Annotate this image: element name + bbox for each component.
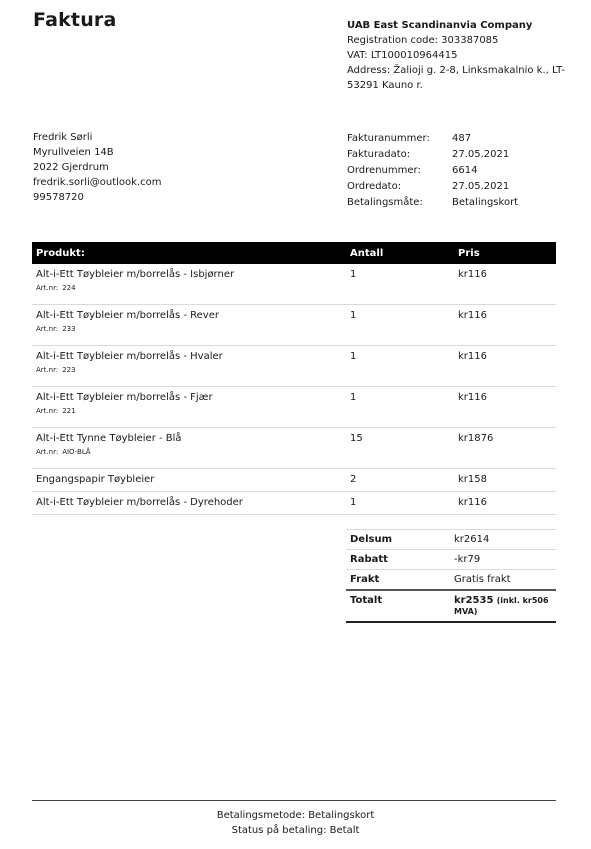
total-value: kr2535: [454, 595, 494, 606]
table-row: [32, 264, 556, 305]
footer-payment-status: Status på betaling: Betalt: [231, 825, 360, 836]
customer-info: [33, 130, 162, 205]
table-header-row: [32, 242, 556, 264]
meta-value: 6614: [452, 165, 478, 176]
subtotal-label: Delsum: [346, 530, 450, 550]
discount-row: [346, 550, 556, 570]
product-quantity: 1: [346, 305, 454, 346]
invoice-meta: [347, 131, 518, 211]
product-price: kr1876: [454, 428, 556, 469]
product-name: Engangspapir Tøybleier: [36, 474, 155, 485]
product-name: Alt-i-Ett Tøybleier m/borrelås - Isbjørner: [36, 269, 235, 280]
meta-value: 27.05.2021: [452, 181, 510, 192]
product-sku: [36, 325, 346, 333]
sku-value: 233: [62, 325, 76, 333]
invoice-title: Faktura: [33, 9, 117, 31]
customer-city: 2022 Gjerdrum: [33, 162, 109, 173]
subtotal-value: kr2614: [450, 530, 556, 550]
company-address-line1: Address: Žalioji g. 2-8, Linksmakalnio k., LT-: [347, 65, 565, 76]
sku-label: Art.nr:: [36, 448, 59, 456]
sku-value: 221: [62, 407, 76, 415]
meta-label: Ordrenummer:: [347, 165, 421, 176]
product-sku: [36, 366, 346, 374]
product-quantity: 1: [346, 264, 454, 305]
company-vat: VAT: LT100010964415: [347, 50, 458, 61]
table-row: [32, 428, 556, 469]
product-price: kr116: [454, 492, 556, 515]
column-header-product: Produkt:: [32, 242, 346, 264]
customer-street: Myrullveien 14B: [33, 147, 114, 158]
product-name: Alt-i-Ett Tøybleier m/borrelås - Rever: [36, 310, 219, 321]
sku-value: 223: [62, 366, 76, 374]
meta-label: Ordredato:: [347, 181, 402, 192]
product-quantity: 15: [346, 428, 454, 469]
meta-row-payment-method: [347, 195, 518, 211]
company-name: UAB East Scandinanvia Company: [347, 20, 533, 31]
product-quantity: 1: [346, 492, 454, 515]
table-row: [32, 469, 556, 492]
customer-email: fredrik.sorli@outlook.com: [33, 177, 162, 188]
product-price: kr116: [454, 387, 556, 428]
product-price: kr116: [454, 305, 556, 346]
company-address-line2: 53291 Kauno r.: [347, 80, 423, 91]
subtotal-row: [346, 530, 556, 550]
meta-label: Fakturanummer:: [347, 133, 430, 144]
column-header-quantity: Antall: [346, 242, 454, 264]
meta-value: 487: [452, 133, 472, 144]
product-price: kr116: [454, 346, 556, 387]
meta-row-order-date: [347, 179, 518, 195]
table-row: [32, 492, 556, 515]
product-sku: [36, 448, 346, 456]
shipping-row: [346, 570, 556, 591]
meta-row-invoice-number: [347, 131, 518, 147]
sku-label: Art.nr:: [36, 325, 59, 333]
discount-label: Rabatt: [346, 550, 450, 570]
sku-label: Art.nr:: [36, 407, 59, 415]
product-name: Alt-i-Ett Tøybleier m/borrelås - Fjær: [36, 392, 213, 403]
table-row: [32, 387, 556, 428]
totals-table: [346, 529, 556, 623]
sku-value: AIO-BLÅ: [62, 448, 91, 456]
order-items-table: [32, 242, 556, 515]
company-info: [347, 18, 567, 93]
product-quantity: 1: [346, 346, 454, 387]
discount-value: -kr79: [450, 550, 556, 570]
meta-value: 27.05.2021: [452, 149, 510, 160]
product-quantity: 2: [346, 469, 454, 492]
footer-payment-method: Betalingsmetode: Betalingskort: [216, 810, 375, 821]
product-name: Alt-i-Ett Tynne Tøybleier - Blå: [36, 433, 182, 444]
product-sku: [36, 407, 346, 415]
sku-label: Art.nr:: [36, 366, 59, 374]
company-registration: Registration code: 303387085: [347, 35, 499, 46]
shipping-label: Frakt: [346, 570, 450, 591]
total-vat-note: (inkl. kr506 MVA): [454, 596, 549, 616]
customer-phone: 99578720: [33, 192, 84, 203]
footer: [0, 808, 591, 838]
total-row: [346, 590, 556, 622]
total-label: Totalt: [346, 590, 450, 622]
footer-divider: [32, 800, 556, 801]
meta-row-order-number: [347, 163, 518, 179]
sku-value: 224: [62, 284, 76, 292]
meta-label: Betalingsmåte:: [347, 197, 423, 208]
sku-label: Art.nr:: [36, 284, 59, 292]
table-row: [32, 346, 556, 387]
product-price: kr158: [454, 469, 556, 492]
product-quantity: 1: [346, 387, 454, 428]
shipping-value: Gratis frakt: [450, 570, 556, 591]
meta-value: Betalingskort: [452, 197, 519, 208]
meta-label: Fakturadato:: [347, 149, 411, 160]
product-sku: [36, 284, 346, 292]
table-row: [32, 305, 556, 346]
product-name: Alt-i-Ett Tøybleier m/borrelås - Hvaler: [36, 351, 223, 362]
meta-row-invoice-date: [347, 147, 518, 163]
column-header-price: Pris: [454, 242, 556, 264]
product-price: kr116: [454, 264, 556, 305]
customer-name: Fredrik Sørli: [33, 132, 93, 143]
product-name: Alt-i-Ett Tøybleier m/borrelås - Dyrehoder: [36, 497, 243, 508]
